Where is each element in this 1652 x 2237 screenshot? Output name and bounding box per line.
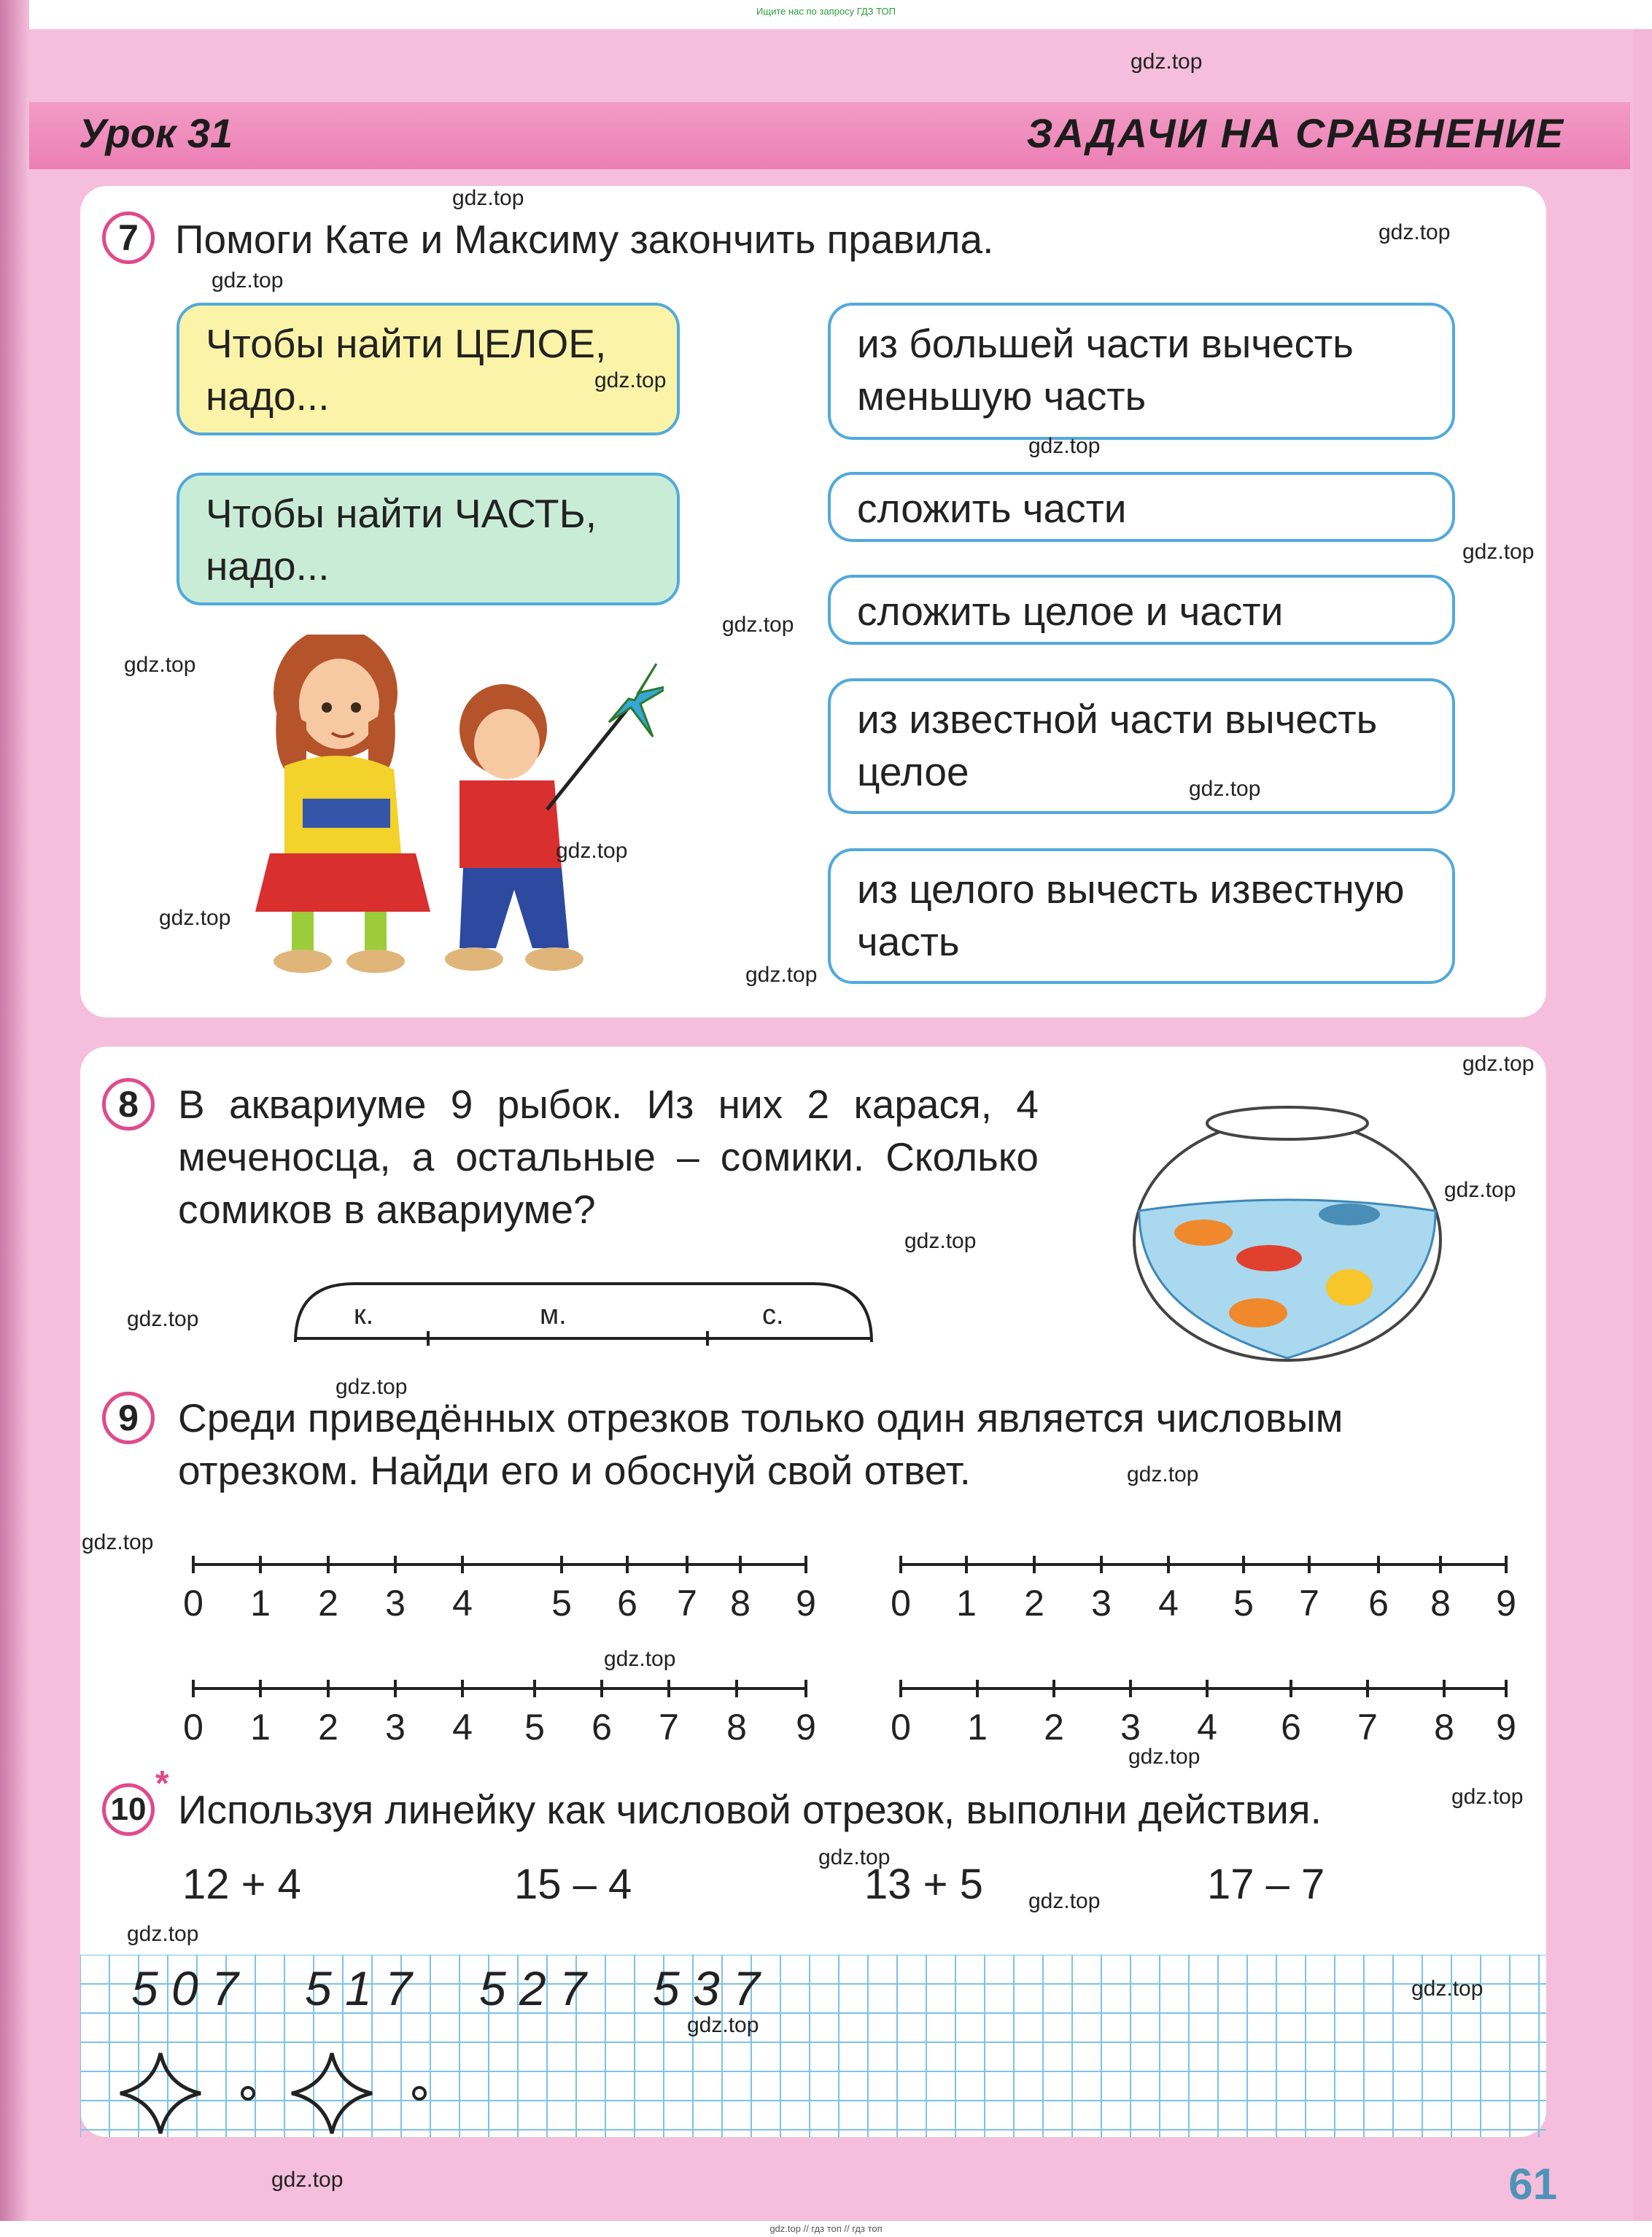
task10-number: 10 <box>102 1783 155 1836</box>
topic-title: ЗАДАЧИ НА СРАВНЕНИЕ <box>1026 110 1564 156</box>
handwriting-1: 5 0 7 <box>131 1961 239 2015</box>
boy-figure <box>445 664 664 971</box>
watermark: gdz.top <box>818 1845 891 1869</box>
answer-box-1[interactable]: из большей части вычесть меньшую часть <box>828 303 1455 440</box>
watermark: gdz.top <box>1411 1977 1484 2001</box>
part-rule-box: Чтобы найти ЧАСТЬ, надо... <box>177 473 680 605</box>
number-line-label: 9 <box>796 1583 816 1624</box>
number-line-label: 1 <box>250 1583 271 1624</box>
number-line-label: 4 <box>452 1707 473 1748</box>
number-line-label: 7 <box>1299 1583 1319 1624</box>
answer-box-5[interactable]: из целого вычесть известную часть <box>828 848 1455 984</box>
handwriting-3: 5 2 7 <box>479 1961 586 2015</box>
task7-text: Помоги Кате и Максиму закончить правила. <box>175 217 994 262</box>
task7-number: 7 <box>102 212 155 264</box>
number-line-label: 0 <box>891 1583 911 1624</box>
book-spine <box>0 0 29 2237</box>
number-line-label: 9 <box>1496 1707 1516 1748</box>
aquarium-illustration <box>1131 1094 1444 1364</box>
number-line-label: 6 <box>617 1583 637 1624</box>
number-line-label: 7 <box>1357 1707 1378 1748</box>
segment-label-s: с. <box>762 1300 784 1330</box>
watermark: gdz.top <box>82 1530 154 1554</box>
page-number: 61 <box>1508 2160 1557 2209</box>
number-line-label: 1 <box>250 1707 271 1748</box>
task9-text: Среди приведённых отрезков только один является числовым отрезком. Найди его и обоснуй свой ответ. <box>178 1395 1343 1493</box>
watermark: gdz.top <box>336 1375 408 1399</box>
expression-3: 13 + 5 <box>864 1861 983 1908</box>
number-line-label: 3 <box>385 1583 406 1624</box>
watermark: gdz.top <box>745 963 818 987</box>
top-notice: Ищите нас по запросу ГДЗ ТОП <box>756 6 896 17</box>
number-line-label: 4 <box>1158 1583 1179 1624</box>
star-pattern <box>109 2050 445 2137</box>
number-line-label: 6 <box>1281 1707 1301 1748</box>
number-line-label: 3 <box>385 1707 406 1748</box>
number-line-label: 1 <box>967 1707 988 1748</box>
watermark: gdz.top <box>687 2013 759 2037</box>
number-line-label: 8 <box>1430 1583 1451 1624</box>
answer-box-2[interactable]: сложить части <box>828 472 1455 542</box>
number-line-label: 5 <box>551 1583 572 1624</box>
expression-2: 15 – 4 <box>514 1861 632 1908</box>
children-illustration <box>241 635 664 977</box>
watermark: gdz.top <box>904 1229 977 1253</box>
watermark: gdz.top <box>1462 1052 1535 1076</box>
bottom-notice: gdz.top // гдз топ // гдз топ <box>769 2223 883 2234</box>
task9-number: 9 <box>102 1392 155 1444</box>
answer-box-3[interactable]: сложить целое и части <box>828 575 1455 645</box>
number-line-label: 0 <box>183 1707 203 1748</box>
number-line-label: 1 <box>956 1583 977 1624</box>
lesson-title: Урок 31 <box>79 110 233 156</box>
handwriting-4: 5 3 7 <box>653 1961 760 2015</box>
number-line-label: 3 <box>1091 1583 1112 1624</box>
number-line-label: 6 <box>592 1707 612 1748</box>
number-line-label: 6 <box>1368 1583 1389 1624</box>
number-line-label: 7 <box>659 1707 679 1748</box>
watermark: gdz.top <box>127 1307 199 1331</box>
task8-number: 8 <box>102 1078 155 1131</box>
watermark: gdz.top <box>594 368 667 392</box>
number-lines <box>182 1539 1532 1751</box>
watermark: gdz.top <box>1444 1178 1516 1202</box>
task10-text: Используя линейку как числовой отрезок, выполни действия. <box>178 1787 1322 1832</box>
number-line-label: 3 <box>1120 1707 1141 1748</box>
watermark: gdz.top <box>124 653 196 677</box>
girl-figure <box>255 635 430 973</box>
number-line-label: 2 <box>318 1707 338 1748</box>
number-line-label: 8 <box>1434 1707 1454 1748</box>
number-line-label: 9 <box>1496 1583 1516 1624</box>
watermark: gdz.top <box>1462 540 1535 564</box>
task8-text: В аквариуме 9 рыбок. Из них 2 карася, 4 меченосца, а остальные – сомики. Сколько сомиков в аквариуме? <box>178 1082 1039 1232</box>
watermark: gdz.top <box>1028 1889 1101 1913</box>
task10-asterisk: * <box>155 1764 169 1803</box>
number-line-label: 4 <box>452 1583 473 1624</box>
number-line-label: 8 <box>726 1707 747 1748</box>
whole-rule-box: Чтобы найти ЦЕЛОЕ, надо... <box>177 303 680 435</box>
number-line-label: 0 <box>183 1583 203 1624</box>
number-line-label: 4 <box>1197 1707 1217 1748</box>
number-line-label: 2 <box>1024 1583 1044 1624</box>
segment-diagram <box>288 1269 879 1349</box>
number-line-label: 8 <box>730 1583 751 1624</box>
number-line-label: 7 <box>677 1583 697 1624</box>
number-line-label: 2 <box>1044 1707 1064 1748</box>
watermark: gdz.top <box>1378 220 1451 244</box>
expression-4: 17 – 7 <box>1207 1861 1325 1908</box>
watermark: gdz.top <box>1131 50 1203 74</box>
watermark: gdz.top <box>271 2168 344 2192</box>
watermark: gdz.top <box>1128 1745 1201 1769</box>
watermark: gdz.top <box>212 268 284 292</box>
answer-box-4[interactable]: из известной части вычесть целое <box>828 678 1455 814</box>
number-line-label: 2 <box>318 1583 338 1624</box>
number-line-label: 9 <box>796 1707 816 1748</box>
number-line-label: 0 <box>891 1707 911 1748</box>
expression-1: 12 + 4 <box>182 1861 301 1908</box>
watermark: gdz.top <box>556 839 628 863</box>
watermark: gdz.top <box>1127 1462 1199 1486</box>
watermark: gdz.top <box>1451 1785 1524 1809</box>
handwriting-2: 5 1 7 <box>305 1961 412 2015</box>
watermark: gdz.top <box>604 1647 676 1671</box>
watermark: gdz.top <box>1028 434 1101 458</box>
watermark: gdz.top <box>722 613 794 637</box>
watermark: gdz.top <box>127 1922 199 1946</box>
watermark: gdz.top <box>452 186 524 210</box>
watermark: gdz.top <box>1189 777 1261 801</box>
watermark: gdz.top <box>159 906 231 930</box>
segment-label-m: м. <box>540 1300 567 1330</box>
number-line-label: 5 <box>524 1707 545 1748</box>
number-line-label: 5 <box>1233 1583 1254 1624</box>
segment-label-k: к. <box>354 1300 374 1330</box>
